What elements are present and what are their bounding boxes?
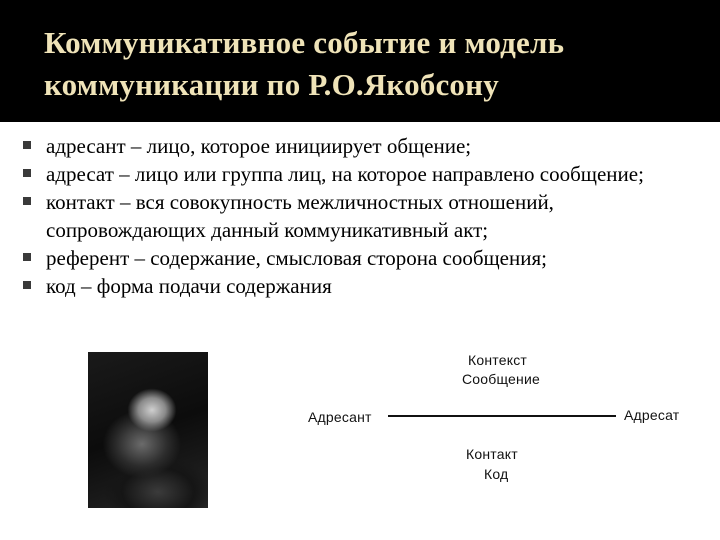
diagram-contact-label: Контакт xyxy=(466,446,518,462)
square-bullet-icon xyxy=(23,281,31,289)
diagram-addresser-label: Адресант xyxy=(308,409,372,425)
bullet-item-code xyxy=(22,272,702,300)
portrait-photo xyxy=(88,352,208,508)
square-bullet-icon xyxy=(23,197,31,205)
bullet-item-addresser xyxy=(22,132,702,160)
bullet-text: адресант – лицо, которое инициирует общение; xyxy=(46,134,472,158)
bullet-list xyxy=(22,132,702,300)
diagram-message-label: Сообщение xyxy=(462,371,540,387)
square-bullet-icon xyxy=(23,253,31,261)
diagram-addressee-label: Адресат xyxy=(624,407,680,423)
bullet-text: код – форма подачи содержания xyxy=(46,274,332,298)
slide-title xyxy=(44,22,704,106)
diagram-connector-line xyxy=(388,415,616,417)
bullet-item-referent xyxy=(22,244,702,272)
slide-title-line-2: коммуникации по Р.О.Якобсону xyxy=(44,67,499,102)
diagram-code-label: Код xyxy=(484,466,509,482)
bullet-text: референт – содержание, смысловая сторона сообщения; xyxy=(46,246,547,270)
title-bar xyxy=(0,0,720,122)
bullet-text: контакт – вся совокупность межличностных отношений, сопровождающих данный коммуникативный акт; xyxy=(46,190,554,242)
diagram-context-label: Контекст xyxy=(468,352,528,368)
bullet-item-addressee xyxy=(22,160,702,188)
bullet-item-contact xyxy=(22,188,702,244)
square-bullet-icon xyxy=(23,169,31,177)
square-bullet-icon xyxy=(23,141,31,149)
slide-title-line-1: Коммуникативное событие и модель xyxy=(44,25,565,60)
bullet-text: адресат – лицо или группа лиц, на которое направлено сообщение; xyxy=(46,162,644,186)
